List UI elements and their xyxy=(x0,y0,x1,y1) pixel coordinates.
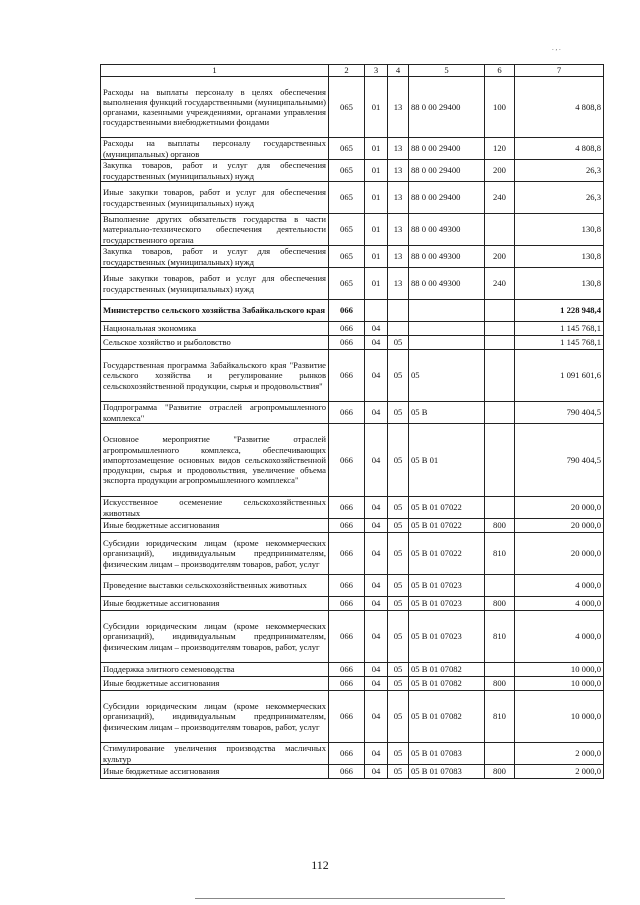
cell-amount: 4 000,0 xyxy=(515,575,604,597)
cell-section: 04 xyxy=(365,402,388,424)
table-row xyxy=(101,336,604,350)
cell-target-article: 05 В 01 07023 xyxy=(409,597,485,611)
cell-amount: 790 404,5 xyxy=(515,424,604,497)
cell-target-article: 05 В 01 07022 xyxy=(409,533,485,575)
cell-expense-type xyxy=(485,350,515,402)
cell-ved: 066 xyxy=(329,575,365,597)
cell-target-article: 05 В 01 07023 xyxy=(409,575,485,597)
cell-section: 04 xyxy=(365,519,388,533)
column-header: 6 xyxy=(485,65,515,77)
cell-section: 04 xyxy=(365,497,388,519)
cell-ved: 066 xyxy=(329,402,365,424)
cell-subsection: 13 xyxy=(388,214,409,246)
cell-subsection: 05 xyxy=(388,691,409,743)
cell-ved: 066 xyxy=(329,663,365,677)
cell-ved: 066 xyxy=(329,300,365,322)
table-row xyxy=(101,322,604,336)
cell-ved: 066 xyxy=(329,677,365,691)
cell-subsection: 05 xyxy=(388,336,409,350)
cell-expense-type: 810 xyxy=(485,611,515,663)
table-row xyxy=(101,677,604,691)
column-header: 5 xyxy=(409,65,485,77)
table-row xyxy=(101,350,604,402)
table-row xyxy=(101,533,604,575)
cell-section: 04 xyxy=(365,533,388,575)
table-row xyxy=(101,497,604,519)
cell-ved: 065 xyxy=(329,182,365,214)
cell-expense-type: 800 xyxy=(485,597,515,611)
cell-section: 04 xyxy=(365,691,388,743)
cell-ved: 066 xyxy=(329,424,365,497)
cell-section: 01 xyxy=(365,182,388,214)
cell-subsection xyxy=(388,300,409,322)
cell-subsection: 05 xyxy=(388,575,409,597)
footer-rule xyxy=(195,898,505,899)
cell-target-article: 05 В 01 07023 xyxy=(409,611,485,663)
cell-ved: 065 xyxy=(329,138,365,160)
cell-name: Расходы на выплаты персоналу в целях обеспечения выполнения функций государственными (муниципальными) органами, казенными учреждениями, органами управления государственными внебюджетными фондами xyxy=(101,77,329,138)
table-row xyxy=(101,268,604,300)
table-row xyxy=(101,214,604,246)
column-header: 2 xyxy=(329,65,365,77)
table-row xyxy=(101,77,604,138)
cell-expense-type xyxy=(485,575,515,597)
cell-expense-type: 100 xyxy=(485,77,515,138)
cell-subsection: 05 xyxy=(388,402,409,424)
table-row xyxy=(101,575,604,597)
cell-expense-type: 120 xyxy=(485,138,515,160)
cell-section: 04 xyxy=(365,743,388,765)
cell-target-article: 05 В 01 07082 xyxy=(409,677,485,691)
budget-table xyxy=(100,64,604,779)
table-row xyxy=(101,663,604,677)
page-number: 112 xyxy=(311,858,329,872)
cell-ved: 066 xyxy=(329,336,365,350)
cell-target-article: 88 0 00 29400 xyxy=(409,182,485,214)
cell-section: 01 xyxy=(365,160,388,182)
cell-section: 04 xyxy=(365,765,388,779)
cell-ved: 066 xyxy=(329,533,365,575)
cell-amount: 10 000,0 xyxy=(515,663,604,677)
table-row xyxy=(101,300,604,322)
table-row xyxy=(101,519,604,533)
cell-name: Проведение выставки сельскохозяйственных животных xyxy=(101,575,329,597)
table-row xyxy=(101,765,604,779)
table-row xyxy=(101,182,604,214)
scan-mark: . , . xyxy=(552,44,561,52)
cell-amount: 1 228 948,4 xyxy=(515,300,604,322)
cell-target-article: 05 В 01 07083 xyxy=(409,743,485,765)
cell-expense-type: 810 xyxy=(485,691,515,743)
cell-section: 04 xyxy=(365,663,388,677)
cell-amount: 20 000,0 xyxy=(515,497,604,519)
table-row xyxy=(101,611,604,663)
cell-subsection: 05 xyxy=(388,519,409,533)
cell-expense-type: 810 xyxy=(485,533,515,575)
cell-ved: 066 xyxy=(329,691,365,743)
cell-name: Иные закупки товаров, работ и услуг для обеспечения государственных (муниципальных) нужд xyxy=(101,182,329,214)
cell-subsection: 13 xyxy=(388,77,409,138)
cell-subsection: 13 xyxy=(388,160,409,182)
cell-name: Закупка товаров, работ и услуг для обеспечения государственных (муниципальных) нужд xyxy=(101,160,329,182)
column-header: 3 xyxy=(365,65,388,77)
table-row xyxy=(101,402,604,424)
cell-section: 04 xyxy=(365,677,388,691)
cell-subsection: 13 xyxy=(388,138,409,160)
cell-name: Стимулирование увеличения производства масличных культур xyxy=(101,743,329,765)
cell-target-article: 05 xyxy=(409,350,485,402)
cell-expense-type xyxy=(485,424,515,497)
cell-name: Национальная экономика xyxy=(101,322,329,336)
table-row xyxy=(101,160,604,182)
cell-expense-type xyxy=(485,322,515,336)
cell-subsection: 05 xyxy=(388,663,409,677)
cell-section: 04 xyxy=(365,575,388,597)
column-header: 7 xyxy=(515,65,604,77)
cell-target-article: 05 В xyxy=(409,402,485,424)
cell-target-article: 88 0 00 49300 xyxy=(409,268,485,300)
cell-section: 04 xyxy=(365,336,388,350)
cell-expense-type: 800 xyxy=(485,765,515,779)
cell-target-article: 05 В 01 xyxy=(409,424,485,497)
cell-name: Иные бюджетные ассигнования xyxy=(101,597,329,611)
cell-amount: 4 808,8 xyxy=(515,77,604,138)
cell-target-article: 05 В 01 07082 xyxy=(409,663,485,677)
cell-amount: 26,3 xyxy=(515,182,604,214)
cell-ved: 065 xyxy=(329,160,365,182)
cell-section: 01 xyxy=(365,268,388,300)
cell-amount: 10 000,0 xyxy=(515,691,604,743)
cell-section: 04 xyxy=(365,597,388,611)
cell-amount: 1 091 601,6 xyxy=(515,350,604,402)
cell-name: Иные бюджетные ассигнования xyxy=(101,677,329,691)
cell-name: Иные бюджетные ассигнования xyxy=(101,765,329,779)
cell-name: Подпрограмма "Развитие отраслей агропромышленного комплекса" xyxy=(101,402,329,424)
cell-name: Расходы на выплаты персоналу государственных (муниципальных) органов xyxy=(101,138,329,160)
cell-name: Искусственное осеменение сельскохозяйственных животных xyxy=(101,497,329,519)
cell-section: 04 xyxy=(365,424,388,497)
cell-target-article: 88 0 00 49300 xyxy=(409,214,485,246)
cell-name: Сельское хозяйство и рыболовство xyxy=(101,336,329,350)
cell-target-article: 05 В 01 07022 xyxy=(409,497,485,519)
cell-name: Основное мероприятие "Развитие отраслей агропромышленного комплекса, обеспечивающих импортозамещение основных видов сельскохозяйственной продукции, сырья и продовольствия, увеличение объема экспорта продукции агропромышленного комплекса" xyxy=(101,424,329,497)
cell-expense-type: 800 xyxy=(485,677,515,691)
cell-subsection: 05 xyxy=(388,765,409,779)
cell-expense-type: 240 xyxy=(485,182,515,214)
cell-amount: 20 000,0 xyxy=(515,533,604,575)
cell-amount: 4 000,0 xyxy=(515,597,604,611)
cell-subsection: 05 xyxy=(388,424,409,497)
cell-name: Иные закупки товаров, работ и услуг для обеспечения государственных (муниципальных) нужд xyxy=(101,268,329,300)
cell-section: 04 xyxy=(365,611,388,663)
cell-amount: 4 808,8 xyxy=(515,138,604,160)
table-row xyxy=(101,246,604,268)
cell-amount: 1 145 768,1 xyxy=(515,336,604,350)
cell-section: 04 xyxy=(365,322,388,336)
cell-subsection: 13 xyxy=(388,246,409,268)
cell-subsection xyxy=(388,322,409,336)
cell-amount: 130,8 xyxy=(515,214,604,246)
cell-target-article: 05 В 01 07082 xyxy=(409,691,485,743)
cell-expense-type xyxy=(485,300,515,322)
cell-ved: 065 xyxy=(329,246,365,268)
cell-subsection: 05 xyxy=(388,533,409,575)
cell-amount: 4 000,0 xyxy=(515,611,604,663)
cell-ved: 066 xyxy=(329,743,365,765)
cell-amount: 2 000,0 xyxy=(515,765,604,779)
cell-name: Субсидии юридическим лицам (кроме некоммерческих организаций), индивидуальным предпринимателям, физическим лицам – производителям товаров, работ, услуг xyxy=(101,691,329,743)
cell-expense-type: 200 xyxy=(485,246,515,268)
cell-section: 01 xyxy=(365,246,388,268)
cell-target-article xyxy=(409,300,485,322)
cell-section: 04 xyxy=(365,350,388,402)
cell-name: Иные бюджетные ассигнования xyxy=(101,519,329,533)
cell-ved: 066 xyxy=(329,597,365,611)
cell-name: Выполнение других обязательств государства в части материально-технического обеспечения деятельности государственного органа xyxy=(101,214,329,246)
cell-subsection: 13 xyxy=(388,182,409,214)
column-header: 4 xyxy=(388,65,409,77)
table-row xyxy=(101,743,604,765)
cell-amount: 2 000,0 xyxy=(515,743,604,765)
cell-name: Министерство сельского хозяйства Забайкальского края xyxy=(101,300,329,322)
table-row xyxy=(101,138,604,160)
cell-subsection: 05 xyxy=(388,743,409,765)
column-header: 1 xyxy=(101,65,329,77)
cell-target-article xyxy=(409,322,485,336)
cell-section: 01 xyxy=(365,138,388,160)
table-row xyxy=(101,597,604,611)
cell-amount: 26,3 xyxy=(515,160,604,182)
cell-ved: 066 xyxy=(329,765,365,779)
cell-ved: 066 xyxy=(329,497,365,519)
cell-ved: 066 xyxy=(329,322,365,336)
table-row xyxy=(101,691,604,743)
cell-target-article: 88 0 00 29400 xyxy=(409,160,485,182)
cell-subsection: 05 xyxy=(388,597,409,611)
table-header-row xyxy=(101,65,604,77)
cell-target-article: 88 0 00 29400 xyxy=(409,138,485,160)
cell-expense-type: 200 xyxy=(485,160,515,182)
cell-expense-type: 800 xyxy=(485,519,515,533)
cell-amount: 790 404,5 xyxy=(515,402,604,424)
cell-expense-type xyxy=(485,402,515,424)
cell-ved: 065 xyxy=(329,77,365,138)
cell-name: Закупка товаров, работ и услуг для обеспечения государственных (муниципальных) нужд xyxy=(101,246,329,268)
cell-amount: 130,8 xyxy=(515,246,604,268)
cell-amount: 20 000,0 xyxy=(515,519,604,533)
cell-ved: 065 xyxy=(329,268,365,300)
cell-name: Субсидии юридическим лицам (кроме некоммерческих организаций), индивидуальным предпринимателям, физическим лицам – производителям товаров, работ, услуг xyxy=(101,611,329,663)
cell-expense-type xyxy=(485,497,515,519)
cell-target-article: 05 В 01 07022 xyxy=(409,519,485,533)
cell-subsection: 05 xyxy=(388,497,409,519)
cell-expense-type: 240 xyxy=(485,268,515,300)
cell-amount: 130,8 xyxy=(515,268,604,300)
cell-target-article: 88 0 00 49300 xyxy=(409,246,485,268)
cell-section: 01 xyxy=(365,214,388,246)
cell-section xyxy=(365,300,388,322)
cell-name: Государственная программа Забайкальского края "Развитие сельского хозяйства и регулирование рынков сельскохозяйственной продукции, сырья и продовольствия" xyxy=(101,350,329,402)
table-body xyxy=(101,77,604,779)
cell-subsection: 13 xyxy=(388,268,409,300)
table-row xyxy=(101,424,604,497)
cell-ved: 065 xyxy=(329,214,365,246)
cell-name: Поддержка элитного семеноводства xyxy=(101,663,329,677)
cell-section: 01 xyxy=(365,77,388,138)
cell-subsection: 05 xyxy=(388,350,409,402)
cell-name: Субсидии юридическим лицам (кроме некоммерческих организаций), индивидуальным предпринимателям, физическим лицам – производителям товаров, работ, услуг xyxy=(101,533,329,575)
cell-expense-type xyxy=(485,743,515,765)
cell-ved: 066 xyxy=(329,350,365,402)
cell-expense-type xyxy=(485,336,515,350)
cell-expense-type xyxy=(485,663,515,677)
cell-amount: 10 000,0 xyxy=(515,677,604,691)
cell-target-article: 05 В 01 07083 xyxy=(409,765,485,779)
cell-ved: 066 xyxy=(329,611,365,663)
cell-subsection: 05 xyxy=(388,611,409,663)
cell-subsection: 05 xyxy=(388,677,409,691)
cell-amount: 1 145 768,1 xyxy=(515,322,604,336)
cell-ved: 066 xyxy=(329,519,365,533)
cell-target-article xyxy=(409,336,485,350)
cell-target-article: 88 0 00 29400 xyxy=(409,77,485,138)
cell-expense-type xyxy=(485,214,515,246)
